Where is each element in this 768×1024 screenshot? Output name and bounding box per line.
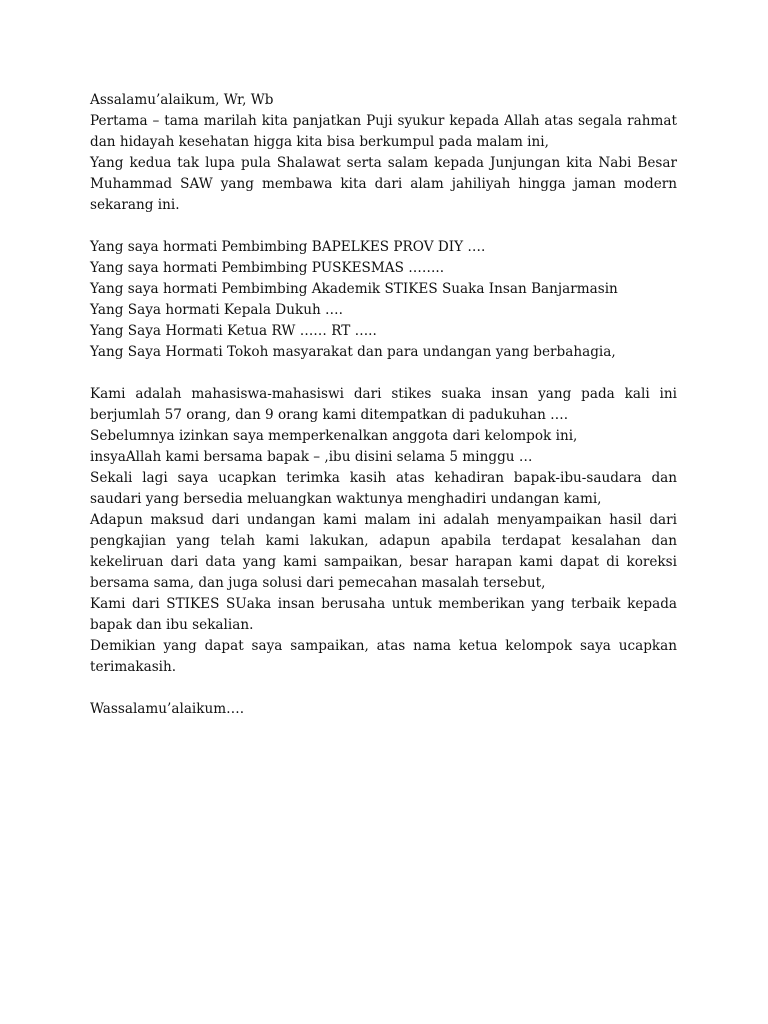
salutation-item: Yang Saya Hormati Ketua RW …… RT ….. <box>90 323 377 339</box>
body-paragraph: Sebelumnya izinkan saya memperkenalkan anggota dari kelompok ini, <box>90 428 578 444</box>
salutation-item: Yang saya hormati Pembimbing Akademik STIKES Suaka Insan Banjarmasin <box>90 281 618 297</box>
body-paragraph: Demikian yang dapat saya sampaikan, atas nama ketua kelompok saya ucapkan terimakasih. <box>90 638 677 675</box>
greeting: Assalamu’alaikum, Wr, Wb <box>90 92 274 108</box>
spacer <box>90 363 677 384</box>
salutation-item: Yang saya hormati Pembimbing BAPELKES PROV DIY …. <box>90 239 486 255</box>
body-section <box>90 384 677 678</box>
closing: Wassalamu’alaikum…. <box>90 701 245 717</box>
letter-page <box>90 90 677 720</box>
body-paragraph: Kami dari STIKES SUaka insan berusaha untuk memberikan yang terbaik kepada bapak dan ibu sekalian. <box>90 596 677 633</box>
intro-paragraph-1: Pertama – tama marilah kita panjatkan Puji syukur kepada Allah atas segala rahmat dan hidayah kesehatan higga kita bisa berkumpul pada malam ini, <box>90 113 677 150</box>
spacer <box>90 216 677 237</box>
salutation-item: Yang saya hormati Pembimbing PUSKESMAS …….. <box>90 260 445 276</box>
spacer <box>90 678 677 699</box>
body-paragraph: Adapun maksud dari undangan kami malam ini adalah menyampaikan hasil dari pengkajian yang telah kami lakukan, adapun apabila terdapat kesalahan dan kekeliruan dari data yang kami sampaikan, besar harapan kami dapat di koreksi bersama sama, dan juga solusi dari pemecahan masalah tersebut, <box>90 512 677 591</box>
body-paragraph: insyaAllah kami bersama bapak – ,ibu disini selama 5 minggu … <box>90 449 533 465</box>
body-paragraph: Sekali lagi saya ucapkan terimka kasih atas kehadiran bapak-ibu-saudara dan saudari yang bersedia meluangkan waktunya menghadiri undangan kami, <box>90 470 677 507</box>
salutation-list <box>90 237 677 363</box>
body-paragraph: Kami adalah mahasiswa-mahasiswi dari stikes suaka insan yang pada kali ini berjumlah 57 orang, dan 9 orang kami ditempatkan di padukuhan …. <box>90 386 677 423</box>
salutation-item: Yang Saya Hormati Tokoh masyarakat dan para undangan yang berbahagia, <box>90 344 616 360</box>
intro-paragraph-2: Yang kedua tak lupa pula Shalawat serta salam kepada Junjungan kita Nabi Besar Muhammad SAW yang membawa kita dari alam jahiliyah hingga jaman modern sekarang ini. <box>90 155 677 213</box>
salutation-item: Yang Saya hormati Kepala Dukuh …. <box>90 302 343 318</box>
